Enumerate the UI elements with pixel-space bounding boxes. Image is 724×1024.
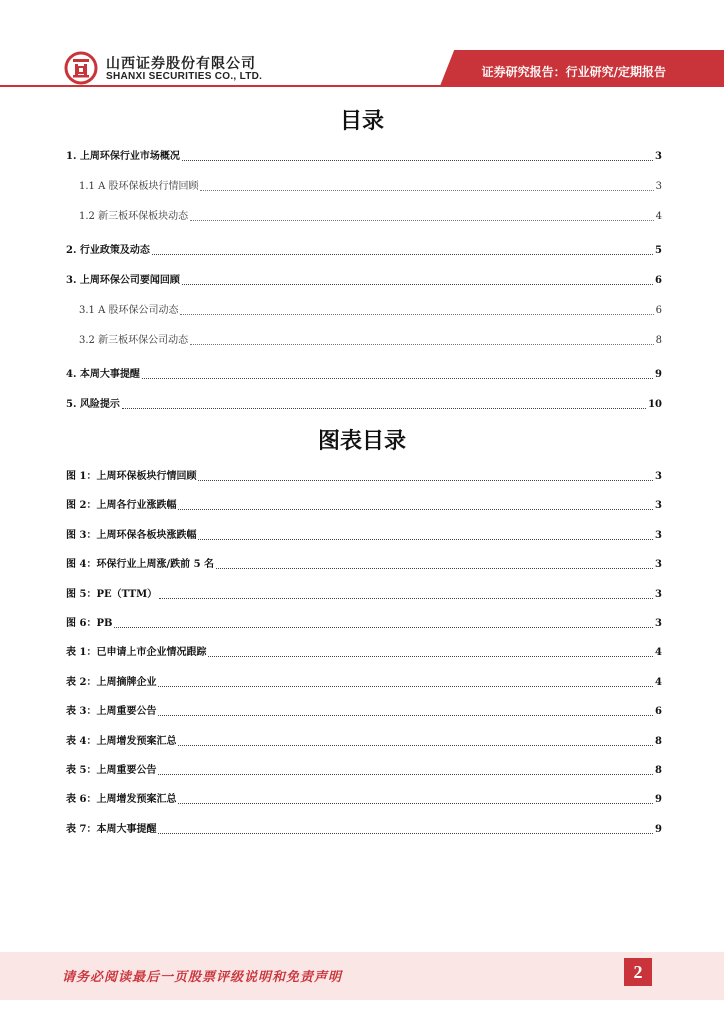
toc-entry[interactable]	[66, 366, 662, 382]
toc-entry-page: 9	[655, 369, 662, 380]
toc-entry-label: 表 7：本周大事提醒	[66, 823, 157, 835]
toc-entry-page: 3	[655, 471, 662, 482]
toc-entry[interactable]	[66, 586, 662, 602]
company-logo-icon	[64, 51, 98, 85]
toc-entry-label: 图 4：环保行业上周涨/跌前 5 名	[66, 559, 215, 571]
figures-title: 图表目录	[317, 429, 406, 454]
toc-entry[interactable]	[66, 821, 662, 837]
toc-entry[interactable]	[66, 762, 662, 778]
toc-entry-page: 3	[655, 529, 662, 541]
toc-entry-label: 表 5：上周重要公告	[66, 765, 157, 776]
toc-leader-dots	[200, 190, 653, 191]
toc-leader-dots	[158, 774, 653, 775]
toc-entry-page: 8	[655, 765, 662, 776]
toc-entry-page: 4	[655, 211, 662, 222]
toc-leader-dots	[208, 656, 653, 657]
page-number: 2	[624, 958, 652, 986]
toc-entry-label: 表 3：上周重要公告	[66, 706, 157, 718]
toc-leader-dots	[158, 715, 653, 716]
footer-disclaimer: 请务必阅读最后一页股票评级说明和免责声明	[62, 970, 343, 985]
toc-entry-page: 9	[655, 823, 662, 835]
toc-leader-dots	[158, 833, 653, 834]
toc-entry-page: 6	[655, 305, 662, 316]
toc-entry-label: 图 6：PB	[66, 618, 113, 629]
toc-entry-label: 5. 风险提示	[66, 399, 120, 410]
toc-entry-label: 3.1 A 股环保公司动态	[79, 305, 179, 316]
toc-entry-label: 1.2 新三板环保板块动态	[79, 211, 189, 222]
toc-entry-label: 表 1：已申请上市企业情况跟踪	[66, 647, 207, 659]
toc-entry[interactable]	[66, 733, 662, 749]
toc-entry-label: 表 4：上周增发预案汇总	[66, 735, 177, 747]
toc-entry[interactable]	[66, 791, 662, 807]
toc-leader-dots	[114, 627, 653, 628]
toc-entry[interactable]	[66, 468, 662, 484]
toc-leader-dots	[122, 408, 646, 409]
toc-entry[interactable]	[79, 178, 662, 194]
toc-leader-dots	[178, 803, 653, 804]
toc-entry-label: 图 2：上周各行业涨跌幅	[66, 500, 177, 512]
toc-entry-label: 3.2 新三板环保公司动态	[79, 335, 189, 346]
toc-entry[interactable]	[79, 302, 662, 318]
toc-leader-dots	[158, 686, 653, 687]
toc-entry-page: 4	[655, 647, 662, 659]
toc-leader-dots	[182, 284, 653, 285]
toc-entry[interactable]	[66, 556, 662, 572]
toc-entry-label: 4. 本周大事提醒	[66, 369, 140, 380]
toc-entry[interactable]	[66, 272, 662, 288]
toc-entry-label: 表 2：上周摘牌企业	[66, 676, 157, 688]
toc-entry[interactable]	[66, 497, 662, 513]
company-name-en: SHANXI SECURITIES CO., LTD.	[106, 71, 263, 82]
toc-entry-page: 3	[655, 181, 662, 192]
toc-entry-label: 图 5：PE（TTM）	[66, 588, 158, 600]
toc-entry[interactable]	[66, 396, 662, 412]
header-divider	[0, 85, 724, 87]
page-header	[0, 0, 724, 98]
toc-entry-label: 1.1 A 股环保板块行情回顾	[79, 181, 199, 192]
toc-leader-dots	[178, 745, 653, 746]
toc-entry-page: 6	[655, 275, 662, 286]
toc-entry-label: 表 6：上周增发预案汇总	[66, 794, 177, 806]
report-type-label: 证券研究报告：行业研究/定期报告	[481, 65, 666, 79]
toc-entry[interactable]	[66, 242, 662, 258]
toc-entry-page: 9	[655, 794, 662, 806]
toc-entry[interactable]	[79, 332, 662, 348]
toc-entry[interactable]	[66, 615, 662, 631]
toc-entry[interactable]	[79, 208, 662, 224]
toc-entry-page: 3	[655, 559, 662, 571]
toc-leader-dots	[198, 480, 653, 481]
toc-entry-label: 1. 上周环保行业市场概况	[66, 151, 180, 162]
toc-leader-dots	[152, 254, 653, 255]
toc-entry-page: 5	[655, 245, 662, 256]
toc-entry-page: 6	[655, 706, 662, 718]
toc-entry-label: 图 1：上周环保板块行情回顾	[66, 471, 197, 482]
toc-title: 目录	[339, 109, 384, 134]
toc-leader-dots	[182, 160, 653, 161]
toc-entry[interactable]	[66, 674, 662, 690]
toc-entry-page: 3	[655, 500, 662, 512]
toc-leader-dots	[142, 378, 653, 379]
toc-entry-page: 3	[655, 588, 662, 600]
toc-entry-page: 4	[655, 676, 662, 688]
toc-leader-dots	[190, 220, 654, 221]
toc-entry[interactable]	[66, 527, 662, 543]
toc-leader-dots	[159, 598, 653, 599]
toc-entry[interactable]	[66, 644, 662, 660]
toc-entry-label: 3. 上周环保公司要闻回顾	[66, 275, 180, 286]
company-name-cn: 山西证券股份有限公司	[106, 56, 256, 72]
toc-entry[interactable]	[66, 703, 662, 719]
toc-entry[interactable]	[66, 148, 662, 164]
toc-entry-page: 8	[655, 735, 662, 747]
toc-entry-label: 2. 行业政策及动态	[66, 245, 150, 256]
toc-entry-page: 8	[655, 335, 662, 346]
toc-leader-dots	[180, 314, 653, 315]
toc-entry-label: 图 3：上周环保各板块涨跌幅	[66, 529, 197, 541]
toc-entry-page: 3	[655, 151, 662, 162]
toc-leader-dots	[216, 568, 653, 569]
toc-leader-dots	[190, 344, 654, 345]
toc-leader-dots	[178, 509, 653, 510]
toc-entry-page: 3	[655, 618, 662, 629]
toc-entry-page: 10	[648, 399, 662, 410]
toc-leader-dots	[198, 539, 653, 540]
